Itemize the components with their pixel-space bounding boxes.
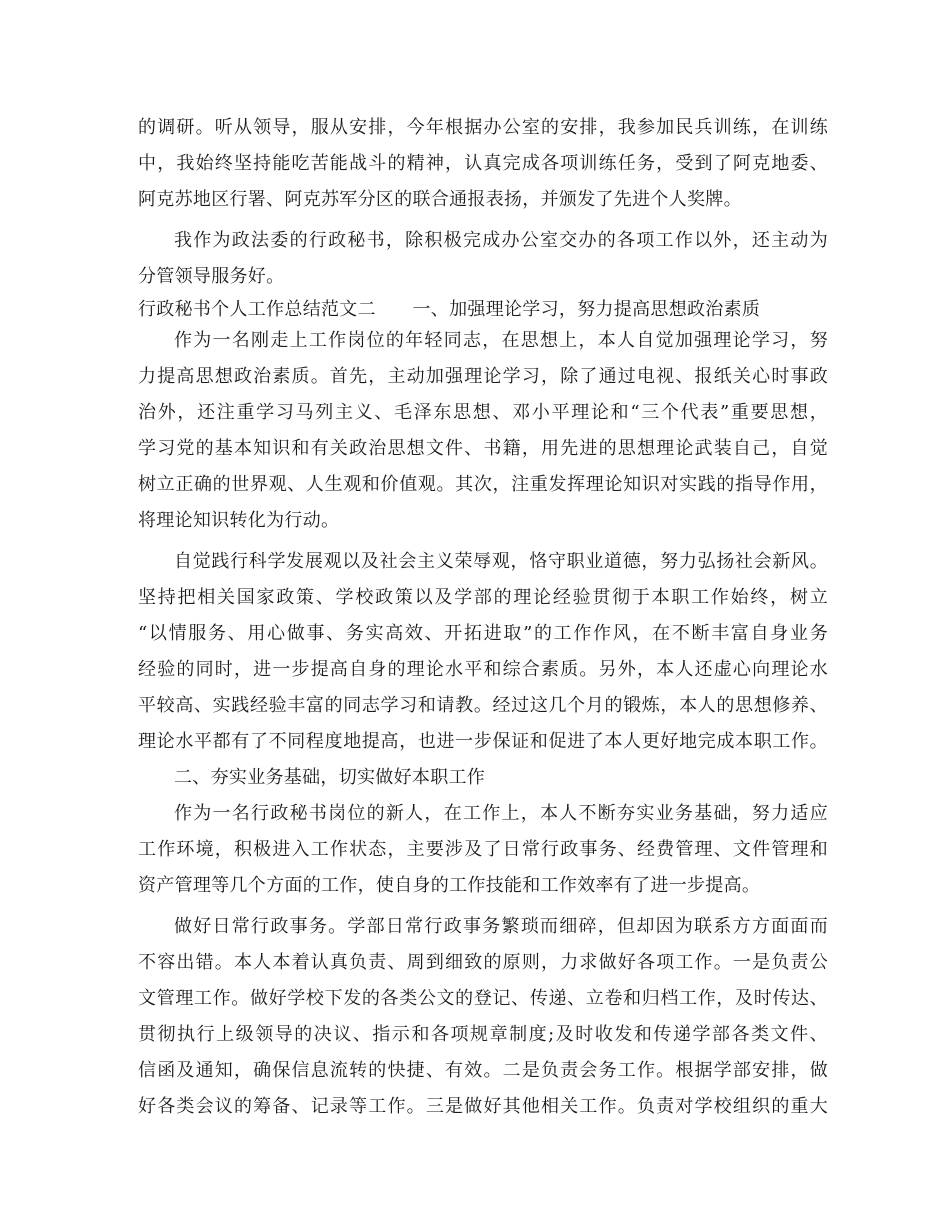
text-line: 学习党的基本知识和有关政治思想文件、书籍，用先进的思想理论武装自己，自觉	[138, 438, 828, 459]
text-line: 的调研。听从领导，服从安排，今年根据办公室的安排，我参加民兵训练，在训练	[138, 117, 828, 138]
text-line: 将理论知识转化为行动。	[138, 510, 340, 531]
text-line: 不容出错。本人本着认真负责、周到细致的原则，力求做好各项工作。一是负责公	[138, 952, 828, 973]
text-line: 力提高思想政治素质。首先，主动加强理论学习，除了通过电视、报纸关心时事政	[138, 366, 828, 387]
text-line: 树立正确的世界观、人生观和价值观。其次，注重发挥理论知识对实践的指导作用，	[138, 474, 828, 495]
text-line: 作为一名行政秘书岗位的新人，在工作上，本人不断夯实业务基础，努力适应	[174, 803, 828, 824]
text-line: 中，我始终坚持能吃苦能战斗的精神，认真完成各项训练任务，受到了阿克地委、	[138, 153, 828, 174]
text-line: 自觉践行科学发展观以及社会主义荣辱观，恪守职业道德，努力弘扬社会新风。	[174, 551, 828, 572]
text-line: 阿克苏地区行署、阿克苏军分区的联合通报表扬，并颁发了先进个人奖牌。	[138, 189, 742, 210]
section-heading: 二、夯实业务基础，切实做好本职工作	[174, 767, 486, 788]
text-line: 做好日常行政事务。学部日常行政事务繁琐而细碎，但却因为联系方方面面而	[174, 916, 828, 937]
text-line: 坚持把相关国家政策、学校政策以及学部的理论经验贯彻于本职工作始终，树立	[138, 587, 828, 608]
text-line: 贯彻执行上级领导的决议、指示和各项规章制度;及时收发和传递学部各类文件、	[138, 1024, 828, 1045]
text-line: 理论水平都有了不同程度地提高，也进一步保证和促进了本人更好地完成本职工作。	[138, 731, 828, 752]
text-line: 好各类会议的筹备、记录等工作。三是做好其他相关工作。负责对学校组织的重大	[138, 1096, 828, 1117]
text-line: 工作环境，积极进入工作状态，主要涉及了日常行政事务、经费管理、文件管理和	[138, 839, 828, 860]
text-line: 治外，还注重学习马列主义、毛泽东思想、邓小平理论和“三个代表”重要思想，	[138, 402, 828, 423]
text-line: 资产管理等几个方面的工作，使自身的工作技能和工作效率有了进一步提高。	[138, 875, 761, 896]
text-line: 信函及通知，确保信息流转的快捷、有效。二是负责会务工作。根据学部安排，做	[138, 1060, 828, 1081]
text-line: “以情服务、用心做事、务实高效、开拓进取”的工作作风，在不断丰富自身业务	[138, 623, 828, 644]
text-line: 经验的同时，进一步提高自身的理论水平和综合素质。另外，本人还虚心向理论水	[138, 659, 828, 680]
text-line: 平较高、实践经验丰富的同志学习和请教。经过这几个月的锻炼，本人的思想修养、	[138, 695, 828, 716]
text-line: 文管理工作。做好学校下发的各类公文的登记、传递、立卷和归档工作，及时传达、	[138, 988, 828, 1009]
text-line: 我作为政法委的行政秘书，除积极完成办公室交办的各项工作以外，还主动为	[174, 230, 828, 251]
section-heading: 行政秘书个人工作总结范文二 一、加强理论学习，努力提高思想政治素质	[138, 299, 761, 320]
text-line: 分管领导服务好。	[138, 266, 285, 287]
text-line: 作为一名刚走上工作岗位的年轻同志，在思想上，本人自觉加强理论学习，努	[174, 330, 828, 351]
